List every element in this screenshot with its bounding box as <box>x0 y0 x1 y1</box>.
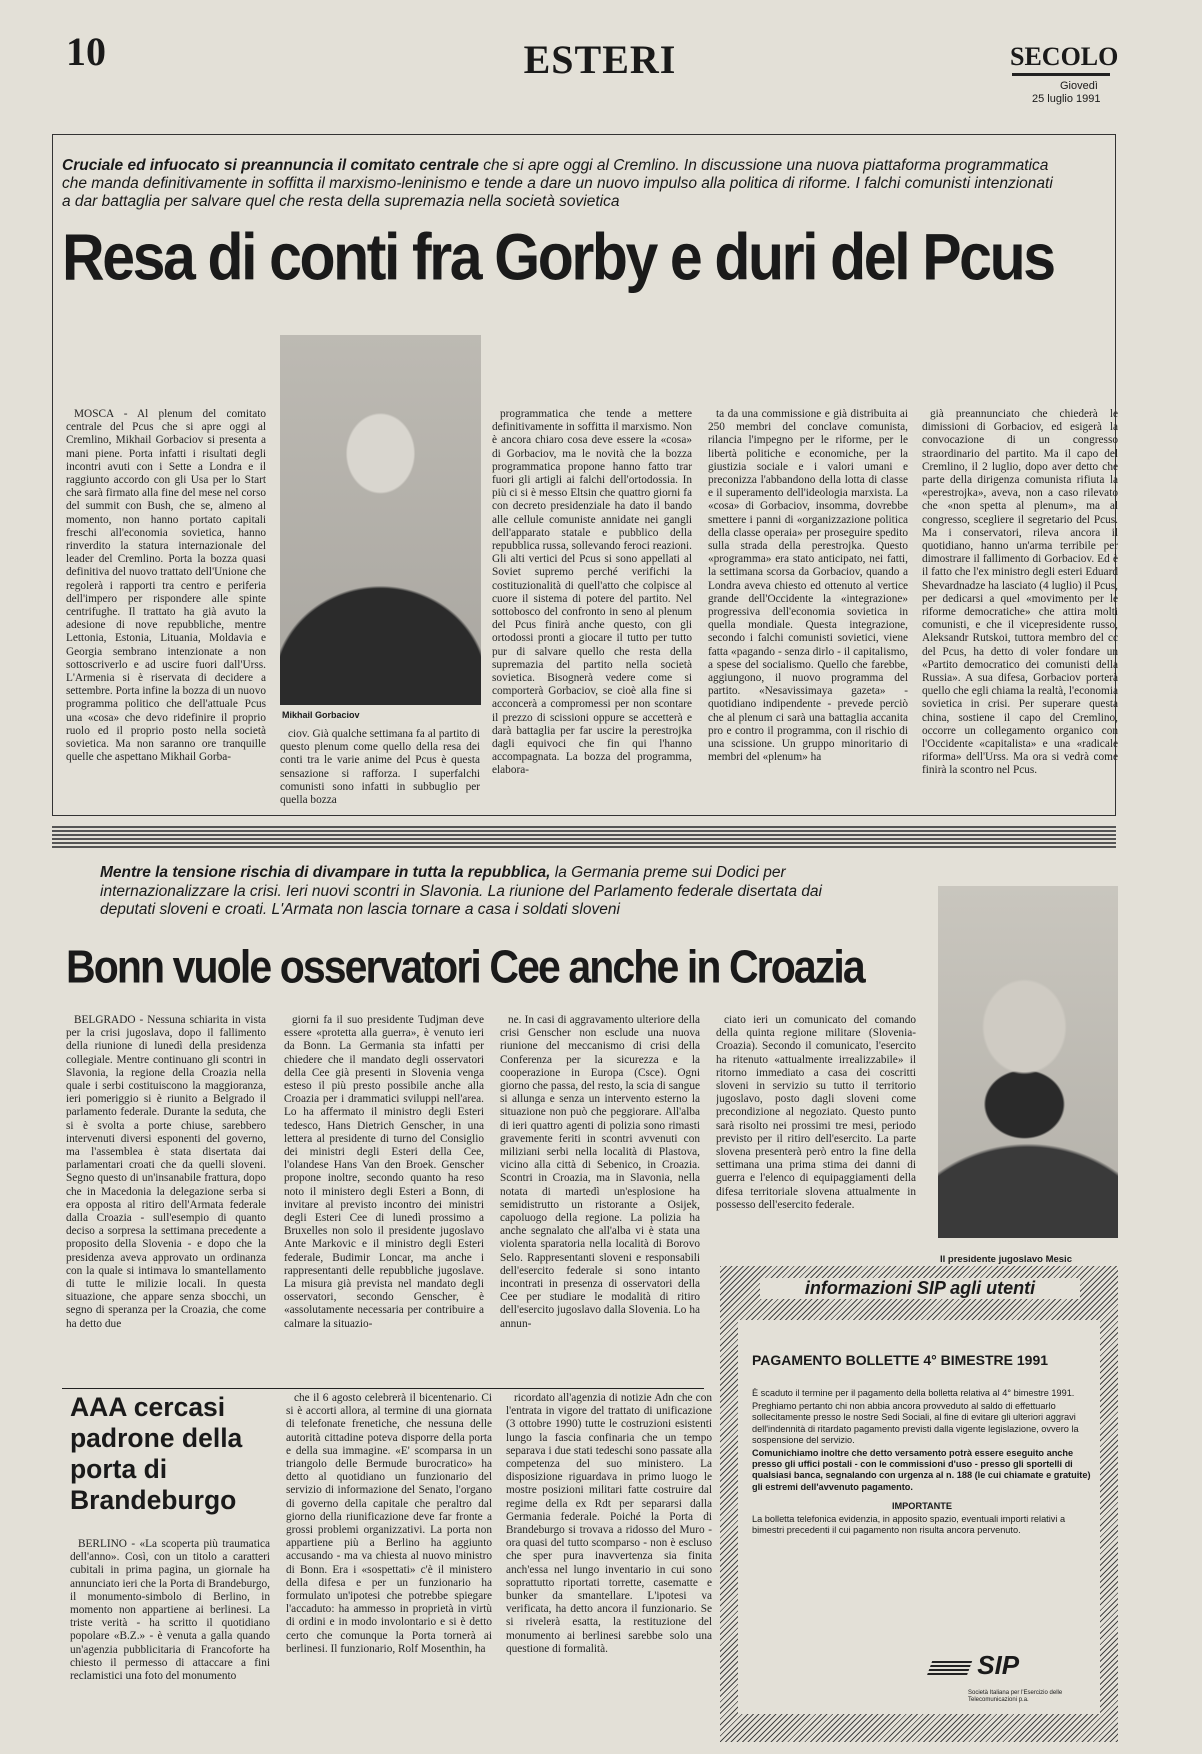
article1-kicker-bold: Cruciale ed infuocato si preannuncia il comitato centrale <box>62 157 479 174</box>
section-title: ESTERI <box>523 37 677 82</box>
issue-date: 25 luglio 1991 <box>1032 93 1101 105</box>
article3-headline: AAA cercasi padrone della porta di Brandeburgo <box>70 1392 243 1515</box>
article1-headline: Resa di conti fra Gorby e duri del Pcus <box>62 220 1054 295</box>
article1-col4-text: ta da una commissione e già distribuita ai 250 membri del conclave comunista, rilancia l'impegno per le riforme, per le libertà politiche e economiche, per la giustizia sociale e i valori umani e preconizza l'abbandono della lotta di classe e il superamento dell'ideologia marxista. La «cosa» di Gorbaciov, insomma, dovrebbe smettere i panni di «organizzazione politica della classe operaia» per proseguire spedito sulla strada della perestrojka. Questo «programma» era stato anticipato, nei fatti, la settimana scorsa da Gorbaciov, quando a Londra aveva chiesto ed ottenuto al vertice grande dell'Occidente la «integrazione» progressiva dell'economia sovietica in quella mondiale. Questa integrazione, secondo i falchi comunisti sovietici, viene fatta «pagando - senza dirlo - il capitalismo, a spese del socialismo. Quello che farebbe, aggiungono, il nuovo programma del partito. «Nesavissimaya gazeta» - quotidiano indipendente - prevede perciò che al plenum ci sarà una battaglia accanita pro e contro il programma, con il rischio di una scissione. Un gruppo minoritario di membri del «plenum» ha <box>708 408 908 764</box>
sip-ad-text <box>752 1388 1092 1536</box>
article2-photo-caption: Il presidente jugoslavo Mesic <box>940 1254 1072 1265</box>
article2-kicker-bold: Mentre la tensione rischia di divampare in tutta la repubblica, <box>100 864 551 881</box>
article1-col5 <box>922 408 1118 808</box>
article3-col2 <box>286 1392 492 1748</box>
article1-kicker-text: che si apre oggi al Cremlino. In discussione una nuova piattaforma programmatica che manda definitivamente in soffitta il marxismo-leninismo e tende a dare un nuovo impulso alla politica di riforme. I falchi comunisti intenzionati a dar battaglia per salvare quel che resta della supremazia nella società sovietica <box>62 157 1053 210</box>
sip-company: Società Italiana per l'Esercizio delle Telecomunicazioni p.a. <box>968 1690 1063 1703</box>
article3-col1 <box>70 1538 270 1748</box>
article2-col3-text: ne. In casi di aggravamento ulteriore della crisi Genscher non esclude una nuova riunione del meccanismo di crisi della Conferenza per la sicurezza e la cooperazione in Europa (Csce). Ogni giorno che passa, del resto, la scia di sangue si allunga e senza un intervento esterno la situazione non può che peggiorare. All'alba di ieri quattro agenti di polizia sono rimasti gravemente feriti in scontri avvenuti con miliziani serbi nella località di Plastova, vicino alla città di Sebenico, in Croazia. Scontri in Croazia, ma in Slavonia, nella notata di martedì un'esplosione ha semidistrutto un ristorante a Osijek, capoluogo della regione. La polizia ha anche segnalato che all'alba vi è stata una violenta sparatoria nella località di Borovo Selo. Rappresentanti sloveni e responsabili dell'esercito federale si sono intanto incontrati in presenza di osservatori della Cee per studiare le modalità di ritiro dell'esercito jugoslavo dalla Slovenia. Lo ha annun- <box>500 1014 700 1330</box>
article1-photo-caption: Mikhail Gorbaciov <box>282 710 360 720</box>
article2-col4-text: ciato ieri un comunicato del comando della quinta regione militare (Slovenia-Croazia). Secondo il comunicato, l'esercito ha ritenuto «attualmente irrealizzabile» il ritorno immediato a casa dei coscritti sloveni in servizio su tutto il territorio jugoslavo, posto dagli sloveni come precondizione al negoziato. Questo punto sarà risolto nei prossimi tre mesi, periodo previsto per il ritiro dell'esercito. La parte slovena presenterà però entro la fine della settimana una prima stima dei danni di guerra e l'elenco di equipaggiamenti della difesa territoriale slovena attualmente in possesso dell'esercito federale. <box>716 1014 916 1211</box>
article1-col4 <box>708 408 908 808</box>
sip-logo-text: SIP <box>977 1650 1020 1680</box>
article2-col2-text: giorni fa il suo presidente Tudjman deve essere «protetta alla guerra», è venuto ieri da Bonn. La Germania sta infatti per chiedere che il mandato degli osservatori della Cee già presenti in Slovenia venga esteso il più presto possibile anche alla Croazia per i drammatici sviluppi nell'area. Lo ha affermato il ministro degli Esteri tedesco, Hans Dietrich Genscher, in una lettera al presidente di turno del Consiglio dei ministri degli Esteri della Cee, l'olandese Hans Van den Broek. Genscher propone inoltre, secondo quanto ha reso noto il ministero degli Esteri a Bonn, di invitare al previsto incontro dei ministri degli Esteri Cee di lunedì prossimo a Bruxelles non solo il presidente jugoslavo Ante Markovic e il ministro degli Esteri federale, Budimir Loncar, ma anche i rappresentanti delle repubbliche jugoslave. La misura già prevista nel mandato degli osservatori, secondo Genscher, è «assolutamente necessaria per contribuire a calmare la situazio- <box>284 1014 484 1330</box>
sip-ad-header: informazioni SIP agli utenti <box>760 1278 1080 1299</box>
article1-col1 <box>66 408 266 808</box>
article2-col3 <box>500 1014 700 1392</box>
sip-logo <box>930 1650 1019 1681</box>
article3-col1-text: BERLINO - «La scoperta più traumatica dell'anno». Così, con un titolo a caratteri cubitali in prima pagina, un giornale ha annunciato ieri che la Porta di Brandeburgo, il monumento-simbolo di Berlino, in momento non appartiene ai berlinesi. La triste verità - ha scritto il quotidiano popolare «B.Z.» - è venuta a galla quando un'agenzia pubblicitaria di Francoforte ha chiesto il permesso di attaccare a fini reclamistici una foto del monumento <box>70 1538 270 1683</box>
gorbaciov-photo <box>280 335 481 705</box>
article1-col3 <box>492 408 692 808</box>
article1-col2 <box>280 728 480 808</box>
mesic-photo <box>938 886 1118 1238</box>
sip-ad-important-title: IMPORTANTE <box>891 1500 953 1511</box>
logo-underline <box>1012 73 1110 76</box>
article3-col3-text: ricordato all'agenzia di notizie Adn che con l'entrata in vigore del trattato di unificazione (3 ottobre 1990) tutte le costruzioni esistenti lungo la fascia confinaria che un tempo separava i due stati tedeschi sono passate alla competenza del suo ministero. La disposizione riguardava in primo luogo le mostre posizioni militari fatte costruire dal regime della ex Rdt per separarsi dalla Germania federale. Poiché la Porta di Brandeburgo si trovava a ridosso del Muro - ora quasi del tutto scomparso - non è escluso che sper pura inavvertenza sia finita anch'essa nel lungo inventario in cui sono soprattutto riportati torrette, casematte e bunker da smantellare. L'ipotesi va verificata, ha detto ancora il funzionario. Se si rivelerà esatta, la restituzione del monumento ai berlinesi sarebbe solo una questione di formalità. <box>506 1392 712 1655</box>
article2-col1-text: BELGRADO - Nessuna schiarita in vista per la crisi jugoslava, dopo il fallimento della riunione di lunedì della presidenza collegiale. Mentre continuano gli scontri in Slavonia, la regione della Croazia nella quale i serbi costituiscono la maggioranza, ieri pomeriggio si è riunito a Belgrado il parlamento federale. Durante la seduta, che si è svolta a porte chiuse, sarebbero intervenuti diversi esponenti del governo, ma l'assemblea è stata disertata dai parlamentari croati che da quelli sloveni. Segno questo di un'insanabile frattura, dopo che in Macedonia la delegazione serba si era opposta al ritiro dell'Armata federale dalla Croazia - sull'esempio di quanto deciso a sorpresa la settimana precedente a proposito della Slovenia - e dopo che la presidenza aveva approvato un ordinanza con la quale si intimava lo smantellamento di tutte le milizie locali. In questa situazione, che appare senza sbocchi, un segno di speranza per la Croazia, che come ha detto due <box>66 1014 266 1330</box>
page-number: 10 <box>66 29 106 74</box>
article1-col2-text: ciov. Già qualche settimana fa al partito di questo plenum come quello della resa dei conti tra le varie anime del Pcus è questa sensazione si rafforza. I superfalchi comunisti sono infatti in subbuglio per quella bozza <box>280 728 480 807</box>
sip-logo-lines <box>927 1659 973 1675</box>
article3-col2-text: che il 6 agosto celebrerà il bicentenario. Ci si è accorti allora, al termine di una giornata di telefonate frenetiche, che nessuna delle autorità cittadine poteva disporre della porta e della sua immagine. «E' scomparsa in un triangolo delle Bermude burocratico» ha detto al quotidiano un funzionario del servizio di informazione del Senato, l'organo di governo della capitale che peraltro dal giorno della riunificazione deve far fronte a grossi problemi organizzativi. La porta non appartiene più a Berlino ha aggiunto accusando - ma va chiesta al nuovo ministro di Bonn. Era i «sospettati» c'è il ministero della difesa e per un funzionario ha formulato un'ipotesi che potrebbe spiegare l'accaduto: ha ammesso in proprietà in virtù di ordini e in modo involontario e si è detto certo che comunque la Porta tornerà ai berlinesi. Il funzionario, Rolf Mosenthin, ha <box>286 1392 492 1655</box>
article2-col1 <box>66 1014 266 1392</box>
article1-col1-text: MOSCA - Al plenum del comitato centrale del Pcus che si apre oggi al Cremlino, Mikhail Gorbaciov si presenta a mani piene. Porta infatti i risultati degli incontri avuti con i Sette a Londra e il raggiunto accordo con gli Usa per lo Start che sarà firmato alla fine del mese nel corso del summit con Bush, che se, almeno al momento, non hanno portato capitali freschi all'economia sovietica, hanno rinverdito la statura internazionale del leader del Cremlino. Porta la bozza quasi definitiva del nuovo trattato dell'Unione che regolerà i rapporti tra centro e periferia dell'impero per rispondere alle spinte centrifughe. Il trattato ha già avuto la adesione di nove repubbliche, mentre Lettonia, Estonia, Lituania, Moldavia e Georgia sembrano intenzionate a non sottoscriverlo e ad uscire fuori dall'Urss. L'Armenia si è riservata di decidere a settembre. Porta infine la bozza di un nuovo programma politico che dell'attuale Pcus una «cosa» che devo ridefinire il proprio ruolo ed il proprio posto nella società sovietica. Ma non saranno ore tranquille quelle che aspettano Mikhail Gorba- <box>66 408 266 764</box>
sip-ad-p3: Comunichiamo inoltre che detto versamento potrà essere eseguito anche presso gli uffici postali - con le commissioni d'uso - presso gli sportelli di qualsiasi banca, segnalando con urgenza al n. 188 (le cui chiamate e gratuite) gli estremi dell'avvenuto pagamento. <box>752 1448 1091 1492</box>
article1-kicker <box>62 157 1062 211</box>
article2-kicker <box>100 864 870 920</box>
article1-col3-text: programmatica che tende a mettere definitivamente in soffitta il marxismo. Non è ancora chiaro cosa deve essere la «cosa» di Gorbaciov, ma le novità che la bozza programmatica propone hanno fatto trar fuori gli artigli ai falchi dell'ortodossia. In più ci si è messo Eltsin che quattro giorni fa con decreto presidenziale ha dato il bando alle cellule comuniste annidate nei gangli dell'apparato statale e pubblico della repubblica russa, sollevando feroci reazioni. Gli alti vertici del Pcus si sono appellati al Soviet supremo perché verifichi la costituzionalità di quell'atto che colpisce al cuore il sistema di potere del partito. Nel sottobosco del confronto in seno al plenum del Pcus finirà anche questo, con gli ortodossi pronti a giocare il tutto per tutto pur di salvare quello che resta della supremazia del partito nella società sovietica. Bisognerà vedere come si comporterà Gorbaciov, se cioè alla fine si acconcerà a compromessi per non scontare il prezzo di scissioni oppure se accetterà e darà battaglia per far uscire la perestrojka dagli equivoci che fin qui l'hanno accompagnata. La bozza del programma, elabora- <box>492 408 692 777</box>
article2-col2 <box>284 1014 484 1392</box>
paper-logo: SECOLO <box>1010 42 1119 71</box>
sip-ad-title: PAGAMENTO BOLLETTE 4° BIMESTRE 1991 <box>752 1352 1049 1368</box>
sip-ad-important-text: La bolletta telefonica evidenzia, in apposito spazio, eventuali importi relativi a bimestri precedenti il cui pagamento non risulta ancora pervenuto. <box>752 1514 1066 1536</box>
article3-top-rule <box>62 1388 704 1389</box>
article1-col5-text: già preannunciato che chiederà le dimissioni di Gorbaciov, ed esigerà la convocazione di un congresso straordinario del partito. Ma il capo del Cremlino, il 2 luglio, dopo aver detto che parte della dirigenza comunista rifiuta la «perestrojka», aveva, non a caso rilevato che «non spetta al plenum», ma al congresso, scegliere il segretario del Pcus. Ma i conservatori, rileva ancora il quotidiano, hanno un'arma terribile per dimostrare il fallimento di Gorbaciov. Ed è il fatto che l'ex ministro degli esteri Eduard Shevardnadze ha lasciato (4 luglio) il Pcus, per dedicarsi a quel «movimento per le riforme democratiche» che attira molti comunisti, e che il vicepresidente russo, Aleksandr Rutskoi, tuttora membro del cc del Pcus, ha detto di voler fondare un «Partito democratico dei comunisti della Russia». A sua difesa, Gorbaciov porterà quello che egli chiama la realtà, l'economia sovietica in crisi. Per superare questa china, sostiene il capo del Cremlino, occorre un collegamento organico con l'Occidente «capitalista» e una «radicale riforma» dell'Urss. Ma ora si vedrà come finirà la scontro nel Pcus. <box>922 408 1118 777</box>
sip-ad-p2: Preghiamo pertanto chi non abbia ancora provveduto al saldo di effettuarlo sollecitamente presso le nostre Sedi Sociali, al fine di evitare gli ulteriori aggravi dell'indennità di ritardato pagamento previsti dalla vigente legislazione, ovvero la sospensione del servizio. <box>752 1401 1079 1445</box>
section-separator <box>52 826 1116 848</box>
article2-kicker-text: la Germania preme sui Dodici per internazionalizzare la crisi. Ieri nuovi scontri in Slavonia. La riunione del Parlamento federale disertata dai deputati sloveni e croati. L'Armata non lascia tornare a casa i soldati sloveni <box>100 864 822 918</box>
article3-col3 <box>506 1392 712 1748</box>
sip-ad-p1: È scaduto il termine per il pagamento della bolletta relativa al 4° bimestre 1991. <box>752 1388 1075 1398</box>
article2-headline: Bonn vuole osservatori Cee anche in Croazia <box>66 940 864 993</box>
article2-col4 <box>716 1014 916 1284</box>
issue-day: Giovedì <box>1060 80 1098 92</box>
